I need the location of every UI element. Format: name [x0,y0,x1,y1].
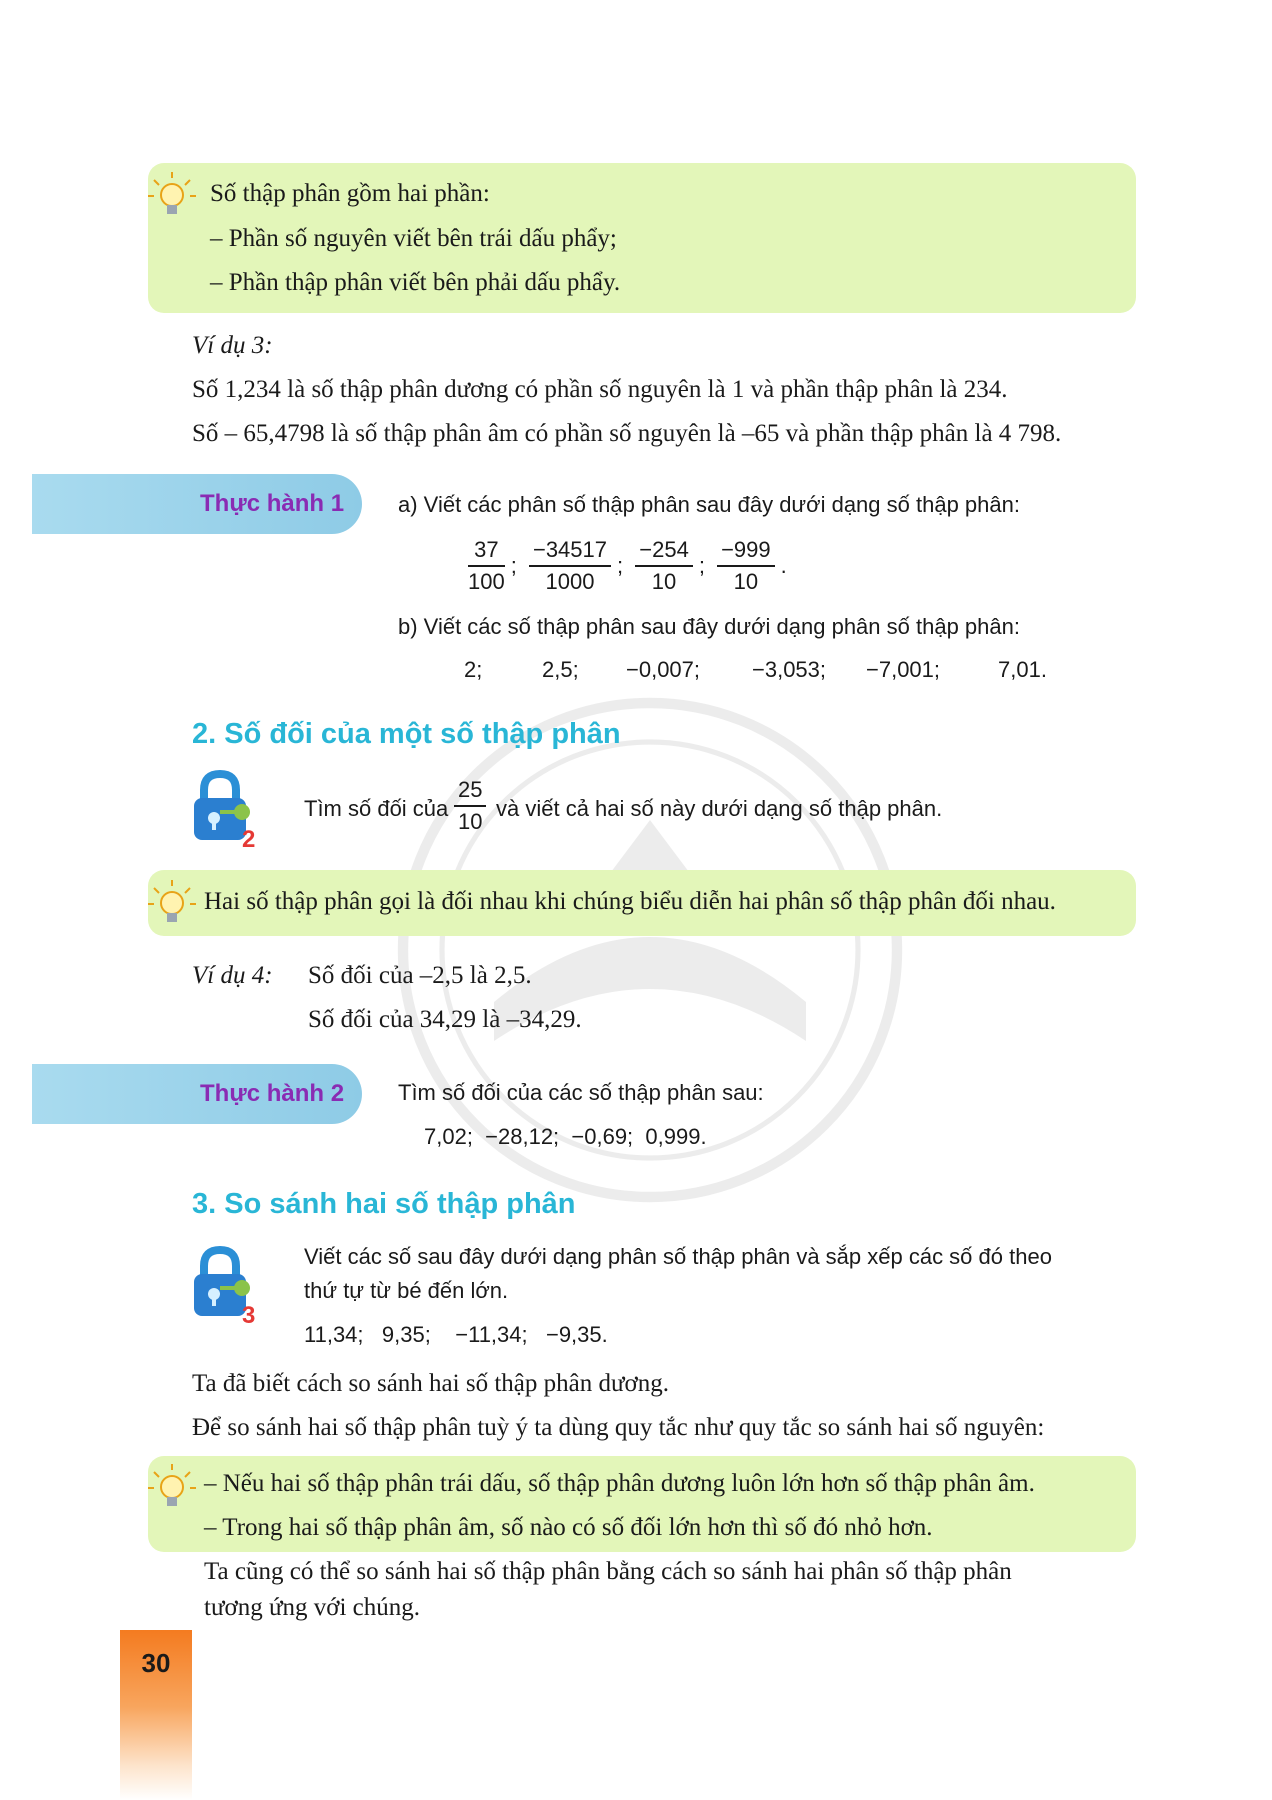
example3-line1: Số 1,234 là số thập phân dương có phần số nguyên là 1 và phần thập phân là 234. [192,376,1008,403]
example3-label: Ví dụ 3: [192,332,273,359]
section3-text2: Để so sánh hai số thập phân tuỳ ý ta dùng quy tắc như quy tắc so sánh hai số nguyên: [192,1414,1045,1441]
section3-note-line2: tương ứng với chúng. [204,1594,421,1621]
practice1-b-text: b) Viết các số thập phân sau đây dưới dạng phân số thập phân: [398,614,1020,639]
section3-task-line2: thứ tự từ bé đến lớn. [304,1278,509,1303]
section3-task-line1: Viết các số sau đây dưới dạng phân số thập phân và sắp xếp các số đó theo [304,1244,1052,1269]
section3-rule2: – Trong hai số thập phân âm, số nào có số đối lớn hơn thì số đó nhỏ hơn. [204,1514,933,1541]
section3-note-line1: Ta cũng có thể so sánh hai số thập phân bằng cách so sánh hai phân số thập phân [204,1558,1012,1585]
practice1-a-text: a) Viết các phân số thập phân sau đây dưới dạng số thập phân: [398,492,1020,517]
practice2-text: Tìm số đối của các số thập phân sau: [398,1080,764,1105]
practice1-fractions: $\frac{37}{100}$ ; $\frac{-34517}{1000}$ ; $\frac{-254}{10}$ ; $\frac{-999}{10}$ . [466,535,791,597]
section3-text1: Ta đã biết cách so sánh hai số thập phân dương. [192,1370,669,1397]
number-item: −7,001; [866,657,941,682]
section2-task-after: và viết cả hai số này dưới dạng số thập phân. [496,796,943,821]
example4-line1: Số đối của –2,5 là 2,5. [308,962,532,989]
fraction-2: $\frac{-34517}{1000}$ [529,535,611,597]
box1-line2: – Phần số nguyên viết bên trái dấu phẩy; [210,225,617,252]
lightbulb-icon [146,170,198,222]
lightbulb-icon [146,1462,198,1514]
section3-task-number: 3 [242,1302,256,1329]
practice2-numbers: 7,02; −28,12; −0,69; 0,999. [424,1124,707,1149]
example3-line2: Số – 65,4798 là số thập phân âm có phần số nguyên là –65 và phần thập phân là 4 798. [192,420,1062,447]
page-number: 30 [141,1648,171,1678]
number-item: −3,053; [752,657,827,682]
section2-task-before: Tìm số đối của [304,796,449,821]
section3-heading: 3. So sánh hai số thập phân [192,1188,576,1220]
practice1-tab [32,474,362,534]
fraction-3: $\frac{-254}{10}$ [635,535,693,597]
lightbulb-icon [146,878,198,930]
section2-rule: Hai số thập phân gọi là đối nhau khi chúng biểu diễn hai phân số thập phân đối nhau. [204,888,1056,915]
practice2-label: Thực hành 2 [200,1080,345,1107]
section3-rule1: – Nếu hai số thập phân trái dấu, số thập phân dương luôn lớn hơn số thập phân âm. [204,1470,1035,1497]
section2-task-number: 2 [242,826,256,853]
number-item: −0,007; [626,657,701,682]
number-item: 2,5; [542,657,579,682]
number-item: 7,01. [998,657,1047,682]
example4-label: Ví dụ 4: [192,962,273,989]
number-item: 2; [464,657,483,682]
box1-line3: – Phần thập phân viết bên phải dấu phẩy. [210,269,621,296]
section3-task-numbers: 11,34; 9,35; −11,34; −9,35. [304,1322,608,1347]
practice1-label: Thực hành 1 [200,490,345,517]
fraction-1: $\frac{37}{100}$ [468,537,505,594]
practice2-tab [32,1064,362,1124]
section2-task-fraction: $\frac{25}{10}$ [452,775,488,837]
example4-line2: Số đối của 34,29 là –34,29. [308,1006,582,1033]
fraction-4: $\frac{-999}{10}$ [717,535,775,597]
box1-line1: Số thập phân gồm hai phần: [210,180,490,207]
section2-heading: 2. Số đối của một số thập phân [192,718,621,750]
